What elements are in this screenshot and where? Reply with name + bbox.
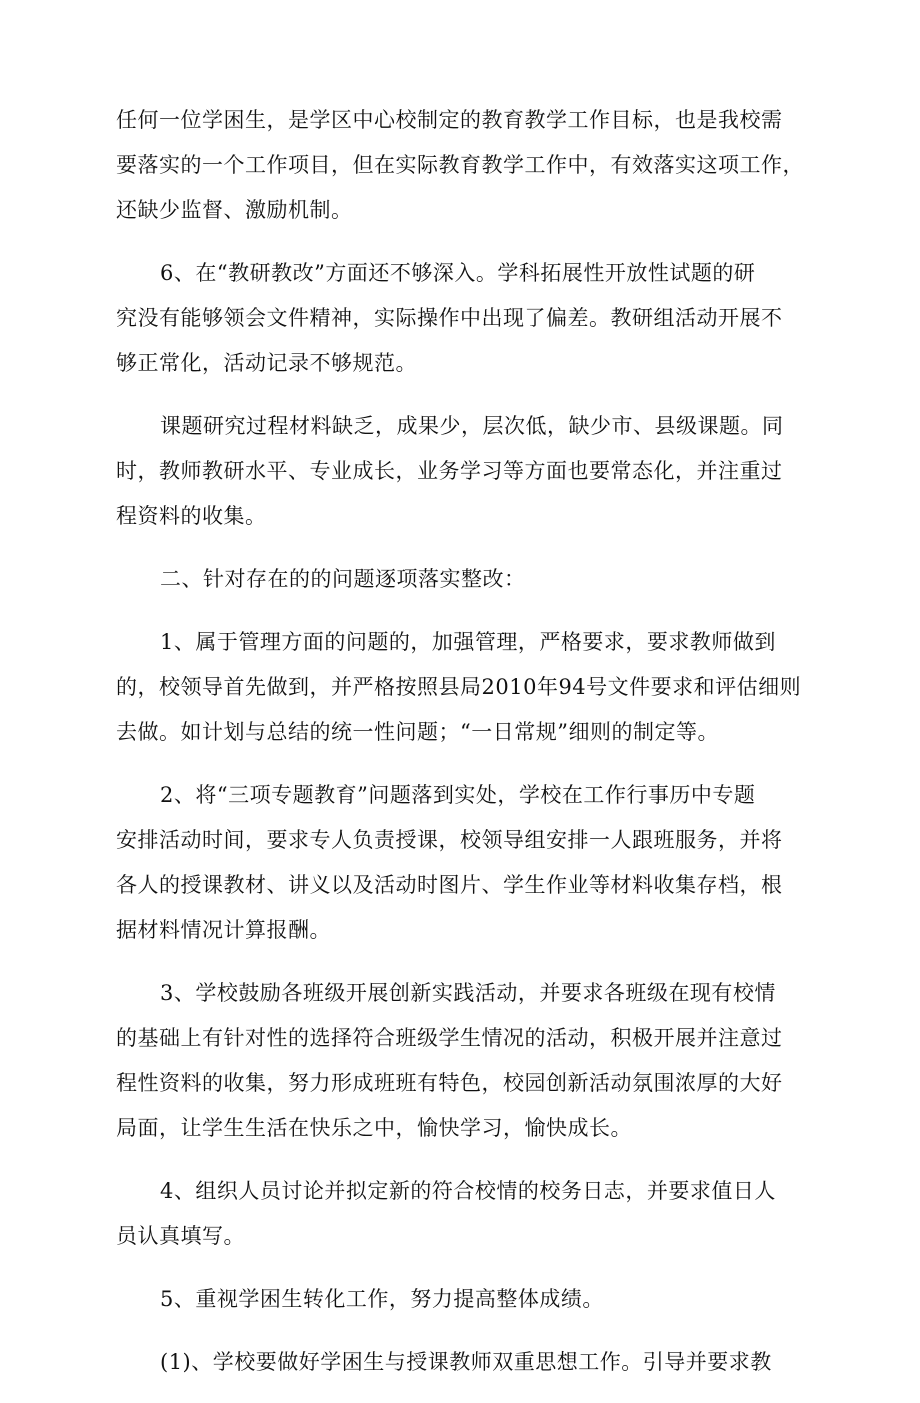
text-line: 程资料的收集。 [116,504,267,528]
text-line: 究没有能够领会文件精神，实际操作中出现了偏差。教研组活动开展不 [116,306,783,330]
section-heading-rectification [116,557,832,602]
text-line: 课题研究过程材料缺乏，成果少，层次低，缺少市、县级课题。同 [160,414,784,438]
text-line: 还缺少监督、激励机制。 [116,198,353,222]
text-line: 去做。如计划与总结的统一性问题；“一日常规”细则的制定等。 [116,720,719,744]
text-line: 程性资料的收集，努力形成班班有特色，校园创新活动氛围浓厚的大好 [116,1071,783,1095]
text-line: 3、学校鼓励各班级开展创新实践活动，并要求各班级在现有校情 [160,981,776,1005]
text-line: 员认真填写。 [116,1224,245,1248]
text-line: 要落实的一个工作项目，但在实际教育教学工作中，有效落实这项工作， [116,153,804,177]
text-line: 的，校领导首先做到，并严格按照县局2010年94号文件要求和评估细则 [116,675,802,699]
section-heading-text: 二、针对存在的的问题逐项落实整改： [160,567,526,591]
text-line: 任何一位学困生，是学区中心校制定的教育教学工作目标，也是我校需 [116,108,783,132]
text-line: 的基础上有针对性的选择符合班级学生情况的活动，积极开展并注意过 [116,1026,783,1050]
text-line: 时，教师教研水平、专业成长，业务学习等方面也要常态化，并注重过 [116,459,783,483]
text-line: 各人的授课教材、讲义以及活动时图片、学生作业等材料收集存档，根 [116,873,783,897]
paragraph-underachiever-goal [116,98,832,233]
text-line: 6、在“教研教改”方面还不够深入。学科拓展性开放性试题的研 [160,261,756,285]
text-line: (1)、学校要做好学困生与授课教师双重思想工作。引导并要求教 [160,1350,772,1374]
text-line: 局面，让学生生活在快乐之中，愉快学习，愉快成长。 [116,1116,632,1140]
text-line: 据材料情况计算报酬。 [116,918,331,942]
text-line: 安排活动时间，要求专人负责授课，校领导组安排一人跟班服务，并将 [116,828,783,852]
paragraph-item-3-innovation [116,971,832,1151]
paragraph-project-research [116,404,832,539]
document-body [116,98,832,1403]
paragraph-item-5-underachievers [116,1277,832,1322]
text-line: 够正常化，活动记录不够规范。 [116,351,417,375]
text-line: 2、将“三项专题教育”问题落到实处，学校在工作行事历中专题 [160,783,756,807]
paragraph-item-2-special-education [116,773,832,953]
paragraph-item-4-log [116,1169,832,1259]
text-line: 1、属于管理方面的问题的，加强管理，严格要求，要求教师做到 [160,630,776,654]
paragraph-item-1-management [116,620,832,755]
paragraph-subitem-1 [116,1340,832,1385]
text-line: 4、组织人员讨论并拟定新的符合校情的校务日志，并要求值日人 [160,1179,776,1203]
text-line: 5、重视学困生转化工作，努力提高整体成绩。 [160,1287,604,1311]
paragraph-item-6-research [116,251,832,386]
